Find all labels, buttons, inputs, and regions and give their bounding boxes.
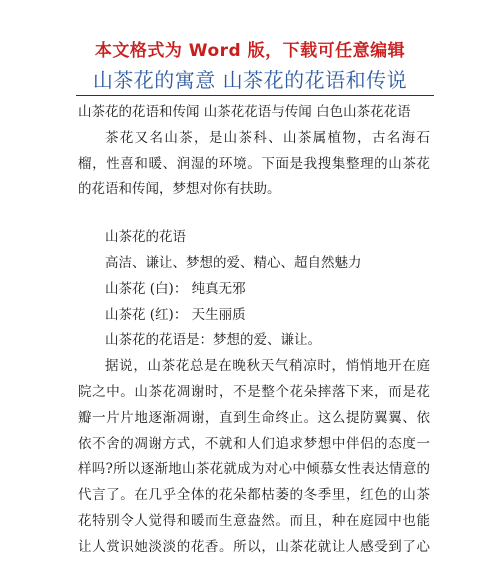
document-title: 山茶花的寓意 山茶花的花语和传说 bbox=[92, 68, 408, 92]
story-line: 瓣一片片地逐渐凋谢，直到生命终止。这么提防翼翼、依 bbox=[78, 409, 430, 426]
story-line: 据说，山茶花总是在晚秋天气稍凉时，悄悄地开在庭 bbox=[105, 358, 430, 375]
paragraph-gap bbox=[78, 203, 430, 225]
subtitle-line: 山茶花的花语和传闻 山茶花花语与传闻 白色山茶花花语 bbox=[78, 104, 411, 120]
story-line: 样吗?所以逐渐地山茶花就成为对心中倾慕女性表达情意的 bbox=[78, 461, 430, 478]
intro-line: 的花语和传闻，梦想对你有扶助。 bbox=[78, 181, 281, 198]
format-notice: 本文格式为 Word 版，下载可任意编辑 bbox=[94, 41, 406, 61]
story-line: 让人赏识她淡淡的花香。所以，山茶花就让人感受到了心 bbox=[78, 538, 430, 555]
story-line: 依不舍的凋谢方式，不就和人们追求梦想中伴侣的态度一 bbox=[78, 435, 430, 452]
intro-line: 茶花又名山茶，是山茶科、山茶属植物，古名海石 bbox=[105, 129, 430, 146]
title-divider bbox=[76, 95, 434, 96]
meaning-line: 山茶花的花语是：梦想的爱、谦让。 bbox=[105, 332, 321, 349]
document-body bbox=[78, 100, 430, 561]
meaning-line: 山茶花 (红)： 天生丽质 bbox=[105, 306, 246, 323]
story-line: 花特别令人觉得和暖而生意盎然。而且，种在庭园中也能 bbox=[78, 512, 430, 529]
section-heading: 山茶花的花语 bbox=[105, 229, 186, 246]
story-line: 代言了。在几乎全体的花朵都枯萎的冬季里，红色的山茶 bbox=[78, 487, 430, 504]
story-line: 院之中。山茶花凋谢时，不是整个花朵摔落下来，而是花 bbox=[78, 383, 430, 400]
intro-line: 榴，性喜和暖、润湿的环境。下面是我搜集整理的山茶花 bbox=[78, 155, 430, 172]
meaning-line: 高洁、谦让、梦想的爱、精心、超自然魅力 bbox=[105, 254, 362, 271]
meaning-line: 山茶花 (白)： 纯真无邪 bbox=[105, 280, 246, 297]
